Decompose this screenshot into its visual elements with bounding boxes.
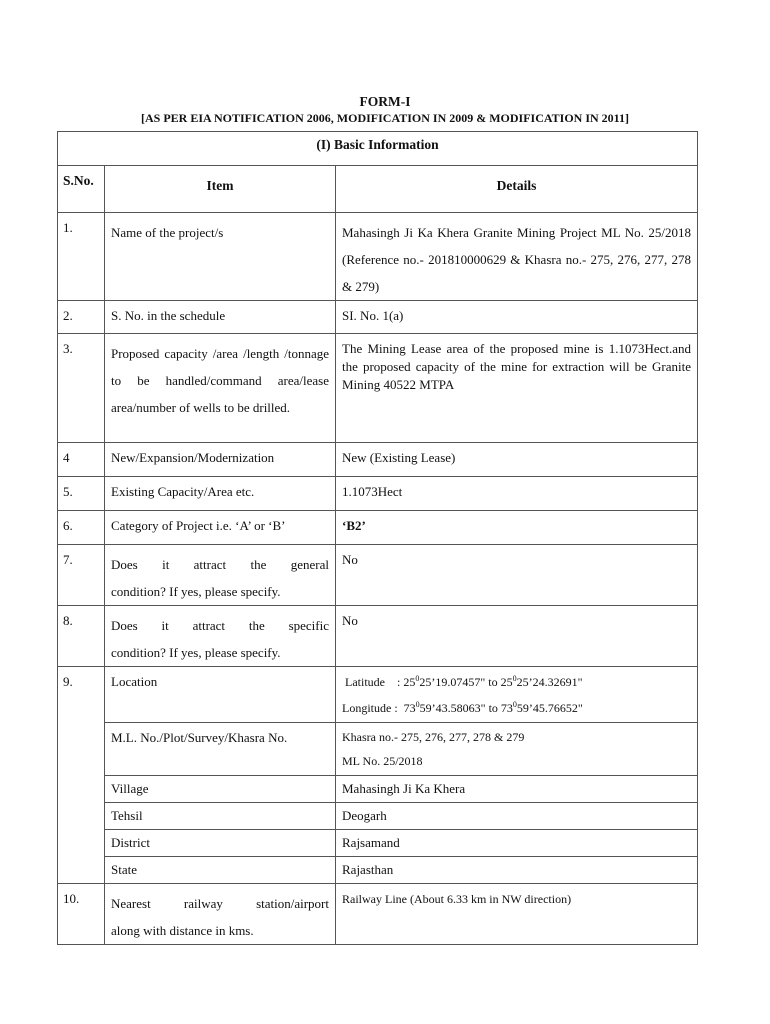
table-row (58, 884, 698, 945)
section-title: (I) Basic Information (58, 132, 698, 166)
row-item: Village (105, 776, 336, 803)
row-item (105, 606, 336, 667)
latitude-label: Latitude (345, 675, 385, 689)
row-sno: 7. (58, 545, 105, 606)
to-word: to (488, 701, 498, 715)
table-row (58, 857, 698, 884)
table-row (58, 830, 698, 857)
table-row (58, 477, 698, 511)
lon-from-rest: 59’43.58063" (419, 701, 486, 715)
row-item-line: condition? If yes, please specify. (111, 645, 281, 660)
lon-to-rest: 59’45.76652" (516, 701, 583, 715)
to-word: to (488, 675, 498, 689)
lon-from-deg: 73 (403, 701, 416, 715)
row-item: M.L. No./Plot/Survey/Khasra No. (105, 723, 336, 776)
row-sno: 4 (58, 443, 105, 477)
table-row (58, 803, 698, 830)
table-row (58, 723, 698, 776)
latitude-line: Latitude : $25^025’19.07457$" to $25^025’24.32691$" (345, 674, 583, 689)
row-item-line: Does it attract the general (111, 557, 329, 572)
degree-sign: 0 (512, 700, 517, 709)
row-item: Tehsil (105, 803, 336, 830)
row-item: Name of the project/s (105, 213, 336, 301)
row-item-line: condition? If yes, please specify. (111, 584, 281, 599)
row-item: State (105, 857, 336, 884)
row-details: ‘B2’ (336, 511, 698, 545)
degree-sign: 0 (415, 700, 420, 709)
lat-to-rest: 25’24.32691" (516, 675, 583, 689)
row-details-line: Khasra no.- 275, 276, 277, 278 & 279 (342, 730, 525, 744)
row-details: Rajsamand (336, 830, 698, 857)
row-item-line: Nearest railway station/airport (111, 896, 329, 911)
row-details: The Mining Lease area of the proposed mine is 1.1073Hect.and the proposed capacity of the mine for extraction will be Granite Mining 40522 MTPA (336, 334, 698, 443)
row-details: No (336, 545, 698, 606)
row-sno: 8. (58, 606, 105, 667)
table-row (58, 334, 698, 443)
row-sno: 9. (58, 667, 105, 884)
lat-from-rest: 25’19.07457" (419, 675, 486, 689)
degree-sign: 0 (415, 674, 420, 683)
row-details-line: ML No. 25/2018 (342, 754, 423, 768)
row-item (105, 884, 336, 945)
row-item: Category of Project i.e. ‘A’ or ‘B’ (105, 511, 336, 545)
lat-to-deg: 25 (500, 675, 513, 689)
row-details: Rajasthan (336, 857, 698, 884)
row-item (105, 545, 336, 606)
basic-information-table (57, 131, 698, 945)
section-row (58, 132, 698, 166)
header-item: Item (105, 166, 336, 213)
row-item-line: Does it attract the specific (111, 618, 329, 633)
table-row (58, 667, 698, 723)
lon-to-deg: 73 (500, 701, 513, 715)
row-details: Mahasingh Ji Ka Khera Granite Mining Project ML No. 25/2018 (Reference no.- 201810000629 & Khasra no.- 275, 276, 277, 278 & 279) (336, 213, 698, 301)
row-sno: 5. (58, 477, 105, 511)
longitude-label: Longitude (342, 701, 392, 715)
row-item: S. No. in the schedule (105, 301, 336, 334)
header-sno: S.No. (58, 166, 105, 213)
row-details: 1.1073Hect (336, 477, 698, 511)
row-sno: 6. (58, 511, 105, 545)
row-sno: 10. (58, 884, 105, 945)
degree-sign: 0 (512, 674, 517, 683)
table-row (58, 301, 698, 334)
header-row (58, 166, 698, 213)
row-item: New/Expansion/Modernization (105, 443, 336, 477)
row-details: Mahasingh Ji Ka Khera (336, 776, 698, 803)
row-item: District (105, 830, 336, 857)
row-item-line: along with distance in kms. (111, 923, 254, 938)
table-row (58, 545, 698, 606)
table-row (58, 776, 698, 803)
row-details: Deogarh (336, 803, 698, 830)
table-row (58, 606, 698, 667)
row-details (336, 723, 698, 776)
row-item: Existing Capacity/Area etc. (105, 477, 336, 511)
table-row (58, 213, 698, 301)
row-details: Railway Line (About 6.33 km in NW direction) (336, 884, 698, 945)
form-title: FORM-I (359, 94, 411, 109)
row-details: SI. No. 1(a) (336, 301, 698, 334)
form-subtitle: [AS PER EIA NOTIFICATION 2006, MODIFICATION IN 2009 & MODIFICATION IN 2011] (140, 111, 630, 125)
lat-from-deg: 25 (403, 675, 416, 689)
location-coordinates (336, 667, 698, 723)
row-item: Location (105, 667, 336, 723)
table-row (58, 511, 698, 545)
row-sno: 1. (58, 213, 105, 301)
row-details: No (336, 606, 698, 667)
row-sno: 2. (58, 301, 105, 334)
longitude-line: Longitude : $73^059’43.58063$" to $73^059’45.76652$" (342, 700, 583, 715)
row-item: Proposed capacity /area /length /tonnage to be handled/command area/lease area/number of wells to be drilled. (105, 334, 336, 443)
table-row (58, 443, 698, 477)
row-sno: 3. (58, 334, 105, 443)
row-details: New (Existing Lease) (336, 443, 698, 477)
header-details: Details (336, 166, 698, 213)
